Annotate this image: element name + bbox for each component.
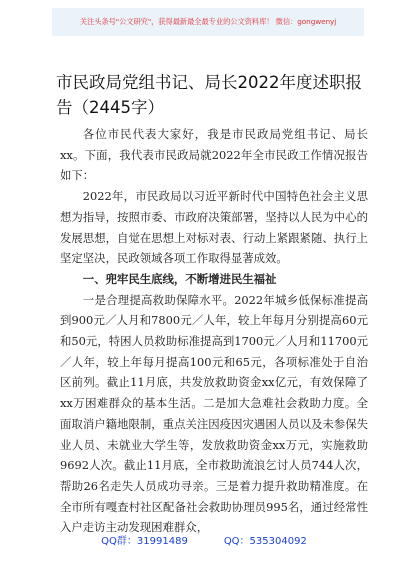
section-heading: 一、兜牢民生底线，不断增进民生福祉: [82, 271, 277, 286]
qq-group: QQ群：31991489: [101, 536, 188, 547]
promo-banner: [52, 8, 364, 36]
paragraph-overview: 2022年，市民政局以习近平新时代中国特色社会主义思想为指导，按照市委、市政府决策部署，坚持以人民为中心的发展思想，自觉在思想上对标对表、行动上紧跟紧随、执行上坚定坚决，民政领域各项工作取得显著成效。: [60, 189, 368, 266]
footer-contacts: [0, 532, 408, 552]
document-body: [60, 124, 368, 538]
qq-contact: QQ：535304092: [223, 536, 307, 547]
paragraph-section-1: 一是合理提高救助保障水平。2022年城乡低保标准提高到900元／人月和7800元／人年，较上年每月分别提高60元和50元，特困人员救助标准提高到1700元／人月和11700元／人年，较上年每月提高100元和65元，各项标准处于自治区前列。截止11月底，共发放救助资金xx亿元，有效保障了xx万困难群众的基本生活。二是加大急难社会救助力度。全面取消户籍地限制，重点关注因疫因灾遇困人员以及未参保失业人员、未就业大学生等，发放救助资金xx万元，实施救助9692人次。截止11月底，全市救助流浪乞讨人员744人次，帮助26名走失人员成功寻亲。三是着力提升救助精准度。在全市所有嘎查村社区配备社会救助协理员995名，通过经常性入户走访主动发现困难群众，: [60, 292, 368, 535]
document-title: 市民政局党组书记、局长2022年度述职报告（2445字）: [56, 73, 362, 117]
paragraph-greeting: 各位市民代表大家好，我是市民政局党组书记、局长xx。下面，我代表市民政局就2022年全市民政工作情况报告如下：: [60, 127, 368, 183]
promo-banner-text: 关注头条号"公文研究"，获得最新最全最专业的公文资料库！ 微信：gongwenyj: [79, 17, 337, 26]
